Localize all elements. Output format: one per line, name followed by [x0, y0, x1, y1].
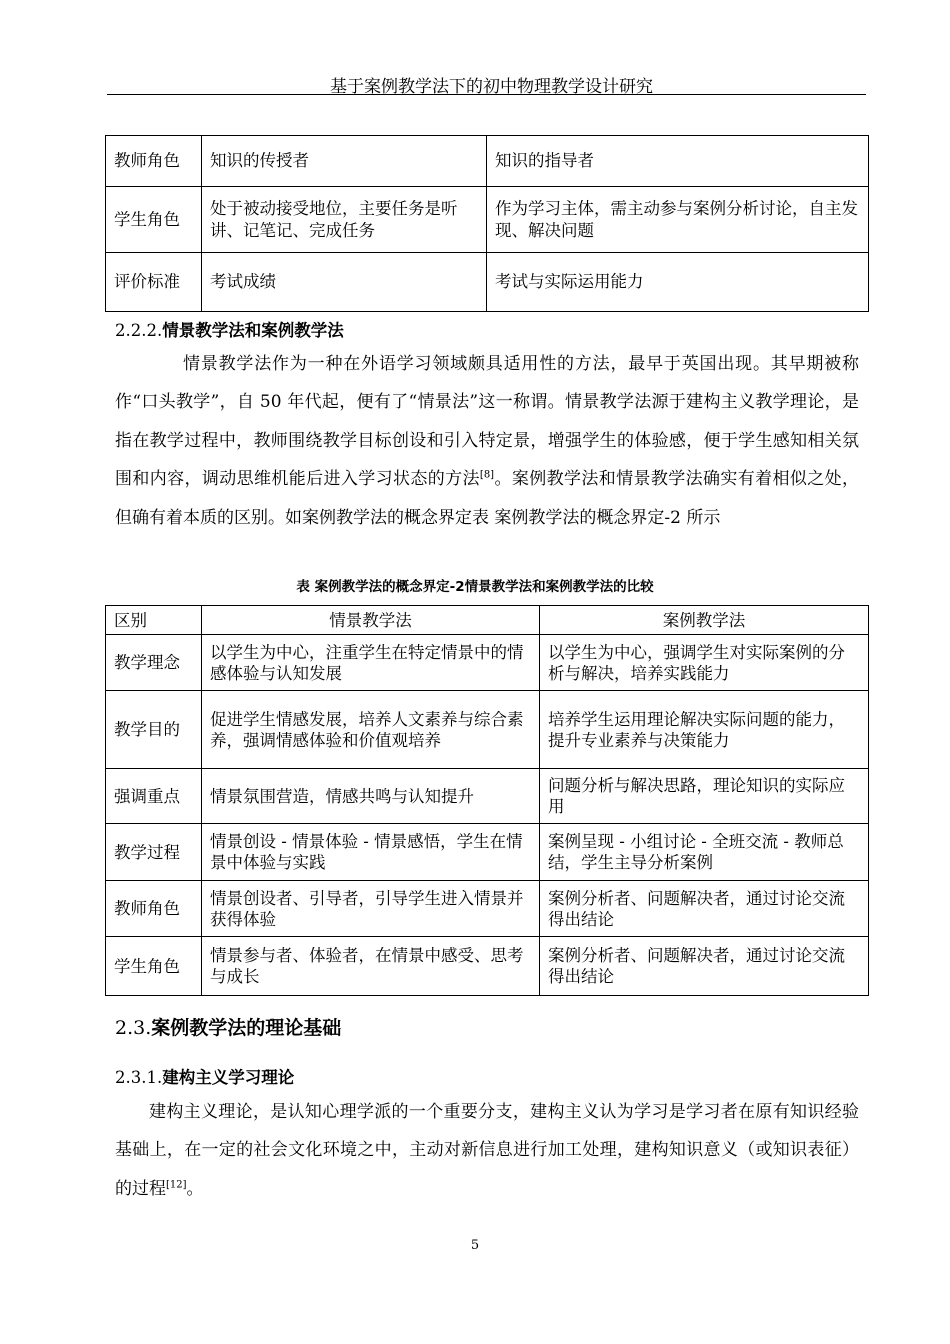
table-cell: 教师角色: [106, 881, 202, 937]
role-comparison-table-continued: [105, 135, 869, 312]
section-heading-2-2-2: [115, 317, 344, 341]
table-cell: 考试与实际运用能力: [487, 253, 869, 312]
table-cell: 案例分析者、问题解决者，通过讨论交流得出结论: [540, 937, 869, 996]
table-cell: 学生角色: [106, 187, 202, 253]
table-cell: 以学生为中心，强调学生对实际案例的分析与解决，培养实践能力: [540, 635, 869, 691]
table-cell: 知识的指导者: [487, 136, 869, 187]
table-cell: 强调重点: [106, 769, 202, 824]
section-number: 2.2.2.: [115, 321, 163, 340]
table-cell: 情景参与者、体验者，在情景中感受、思考与成长: [202, 937, 540, 996]
table-row: [106, 937, 869, 996]
table-row: [106, 824, 869, 881]
column-header: 情景教学法: [202, 606, 540, 635]
table-row: [106, 136, 869, 187]
column-header: 案例教学法: [540, 606, 869, 635]
table-cell: 学生角色: [106, 937, 202, 996]
section-number: 2.3.1.: [115, 1068, 163, 1087]
paragraph-text: 情景教学法作为一种在外语学习领域颇具适用性的方法，最早于英国出现。其早期被称作“口头教学”，自 50 年代起，便有了“情景法”这一称谓。情景教学法源于建构主义教学理论，是指在教学过程中，教师围绕教学目标创设和引入特定景，增强学生的体验感，便于学生感知相关氛围和内容，调动思维机能后进入学习状态的方法: [115, 354, 859, 490]
paragraph-text: 建构主义理论，是认知心理学派的一个重要分支，建构主义认为学习是学习者在原有知识经验基础上，在一定的社会文化环境之中，主动对新信息进行加工处理，建构知识意义（或知识表征）的过程: [115, 1102, 859, 1199]
table-cell: 教学目的: [106, 691, 202, 769]
body-paragraph: [115, 1093, 859, 1208]
table-header-row: [106, 606, 869, 635]
table-row: [106, 187, 869, 253]
table-cell: 作为学习主体，需主动参与案例分析讨论，自主发现、解决问题: [487, 187, 869, 253]
page-number: 5: [470, 1238, 480, 1253]
table-cell: 案例呈现 - 小组讨论 - 全班交流 - 教师总结，学生主导分析案例: [540, 824, 869, 881]
table-row: [106, 769, 869, 824]
table-cell: 案例分析者、问题解决者，通过讨论交流得出结论: [540, 881, 869, 937]
section-heading-2-3-1: [115, 1064, 294, 1088]
table-row: [106, 691, 869, 769]
section-title: 建构主义学习理论: [162, 1068, 295, 1087]
table-row: [106, 253, 869, 312]
table-row: [106, 635, 869, 691]
section-number: 2.3.: [115, 1017, 152, 1039]
table-cell: 问题分析与解决思路，理论知识的实际应用: [540, 769, 869, 824]
citation: [8]: [479, 469, 495, 481]
section-title: 案例教学法的理论基础: [151, 1017, 342, 1039]
table-cell: 教师角色: [106, 136, 202, 187]
table-cell: 教学过程: [106, 824, 202, 881]
table-cell: 考试成绩: [202, 253, 487, 312]
table-row: [106, 881, 869, 937]
table-caption: 表 案例教学法的概念界定-2情景教学法和案例教学法的比较: [296, 579, 654, 595]
header-title: 基于案例教学法下的初中物理教学设计研究: [330, 77, 653, 97]
table-cell: 情景创设 - 情景体验 - 情景感悟，学生在情景中体验与实践: [202, 824, 540, 881]
citation: [12]: [166, 1179, 187, 1191]
section-heading-2-3: [115, 1013, 341, 1040]
table-cell: 知识的传授者: [202, 136, 487, 187]
section-title: 情景教学法和案例教学法: [162, 321, 344, 340]
table-cell: 促进学生情感发展，培养人文素养与综合素养，强调情感体验和价值观培养: [202, 691, 540, 769]
table-cell: 教学理念: [106, 635, 202, 691]
comparison-table: [105, 605, 869, 996]
table-cell: 情景氛围营造，情感共鸣与认知提升: [202, 769, 540, 824]
table-cell: 培养学生运用理论解决实际问题的能力，提升专业素养与决策能力: [540, 691, 869, 769]
paragraph-text: 。案例教学法和情景教学法确实有着相似之处，但确有着本质的区别。如案例教学法的概念界定表 案例教学法的概念界定-2 所示: [115, 469, 860, 528]
table-cell: 处于被动接受地位，主要任务是听讲、记笔记、完成任务: [202, 187, 487, 253]
table-cell: 以学生为中心，注重学生在特定情景中的情感体验与认知发展: [202, 635, 540, 691]
page-header: [107, 70, 866, 95]
table-cell: 情景创设者、引导者，引导学生进入情景并获得体验: [202, 881, 540, 937]
column-header: 区别: [106, 606, 202, 635]
paragraph-text: 。: [186, 1178, 204, 1199]
table-cell: 评价标准: [106, 253, 202, 312]
body-paragraph: [115, 345, 859, 537]
